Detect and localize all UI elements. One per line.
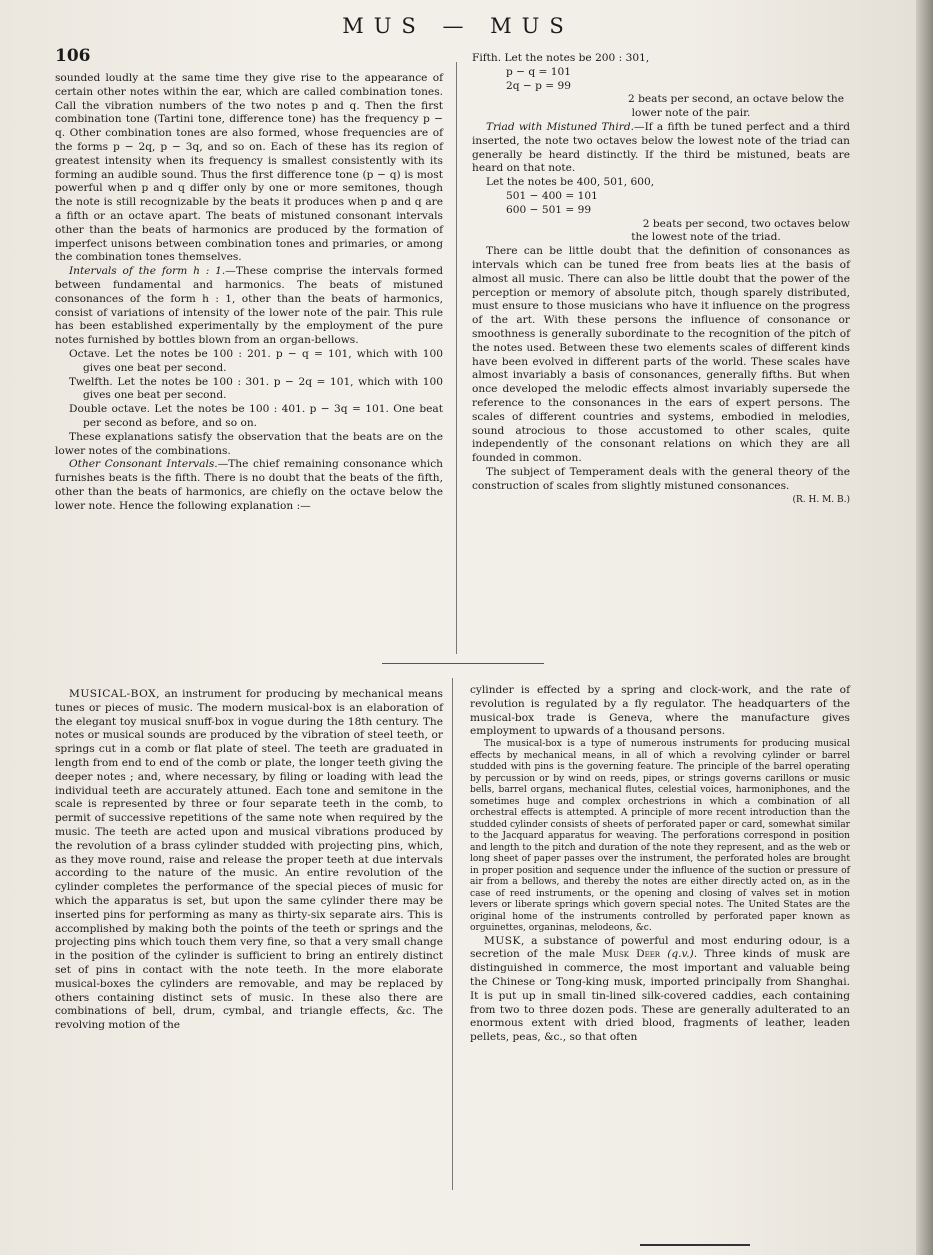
paragraph-text: —The chief remaining consonance which furnishes beats is the fifth. There is no doubt that the beats of the fifth, other than the beats of harmonics, are chiefly on the octave below the lower note. Hence the following explanation :— [55, 458, 443, 512]
paragraph-text: an instrument for producing by mechanical means tunes or pieces of music. The modern musical-box is an elaboration of the elegant toy musical snuff-box in vogue during the 18th century. The notes or musical sounds are produced by the vibration of steel teeth, or springs cut in a comb or flat plate of steel. The teeth are graduated in length from end to end of the comb or plate, the longer teeth giving the deeper notes ; and, where necessary, by filing or loading with lead the individual teeth are accurately attuned. Each tone and semitone in the scale is represented by three or four separate teeth in the comb, to permit of successive repetitions of the same note when required by the music. The teeth are acted upon and musical vibrations produced by the revolution of a brass cylinder studded with projecting pins, which, as they move round, raise and release the proper teeth at due intervals according to the nature of the music. An entire revolution of the cylinder completes the performance of the special pieces of music for which the apparatus is set, but upon the same cylinder there may be inserted pins for performing as many as thirty-six separate airs. This is accomplished by making both the points of the teeth or springs and the projecting pins which touch them very fine, so that a very small change in the position of the cylinder is sufficient to bring an entirely distinct set of pins in contact with the note teeth. In the more elaborate musical-boxes the cylinders are removable, and may be replaced by others containing distinct sets of music. In these also there are combinations of bell, drum, cymbal, and triangle effects, &c. The revolving motion of the [55, 688, 443, 1032]
paragraph [55, 458, 443, 513]
equation: 2q − p = 99 [506, 79, 572, 92]
fifth-intro: Fifth. Let the notes be 200 : 301, [472, 52, 650, 64]
bottom-rule [640, 1244, 750, 1246]
subheading: Intervals of the form h : 1. [69, 265, 226, 278]
example-double-octave: Double octave. Let the notes be 100 : 401. p − 3q = 101. One beat per second as before, and so on. [69, 403, 443, 429]
entry-headword: MUSICAL-BOX, [69, 688, 160, 700]
paragraph-text: a substance of powerful and most enduring odour, is a secretion of the male [470, 934, 850, 961]
cross-reference: Musk Deer [602, 948, 661, 961]
upper-right-column [472, 52, 850, 507]
result-line: 2 beats per second, an octave below the [628, 93, 844, 106]
paragraph: sounded loudly at the same time they give rise to the appearance of certain other notes within the ear, which are called combination tones. Call the vibration numbers of the two notes p and q. Then the first combination tone (Tartini tone, difference tone) has the frequency p − q. Other combination tones are also formed, whose frequencies are of the forms p − 2q, p − 3q, and so on. Each of these has its region of greatest intensity when its frequency is smallest consistently with its forming an audible sound. Thus the first difference tone (p − q) is most powerful when p and q differ only by one or more semitones, though the note is still recognizable by the beats it produces when p and q are a fifth or an octave apart. The beats of mistuned consonant intervals other than the beats of harmonics are produced by the formation of imperfect unisons between combination tones and primaries, or among the combination tones themselves. [55, 72, 443, 264]
running-head: MUS — MUS [342, 14, 574, 38]
result-line: the lowest note of the triad. [631, 231, 781, 244]
paragraph [55, 265, 443, 348]
subheading: Other Consonant Intervals. [69, 458, 218, 471]
page-edge-shadow [916, 0, 933, 1255]
paragraph-text: —These comprise the intervals formed between fundamental and harmonics. The beats of mistuned consonances of the form h : 1, other than the beats of harmonics, consist of variations of intensity of the lower note of the pair. This rule has been established experimentally by the employment of the pure notes furnished by bottles blown from an organ-bellows. [55, 265, 443, 347]
lower-left-column [55, 688, 443, 1033]
example-octave: Octave. Let the notes be 100 : 201. p − q = 101, which with 100 gives one beat per second. [69, 347, 443, 374]
equation: p − q = 101 [506, 65, 572, 78]
paragraph-text: Three kinds of musk are distinguished in commerce, the most important and valuable being the Chinese or Tong-king musk, imported principally from Shanghai. It is put up in small tin-lined silk-covered caddies, each containing from two to three dozen pods. These are generally adulterated to an enormous extent with dried blood, fragments of leather, leaden pellets, peas, &c., so that often [470, 948, 850, 1044]
lower-right-column [470, 684, 850, 1045]
entry-headword: MUSK, [484, 934, 525, 947]
result-line: 2 beats per second, two octaves below [642, 217, 850, 230]
paragraph [470, 935, 850, 1045]
paragraph: cylinder is effected by a spring and clock-work, and the rate of revolution is regulated by a fly regulator. The headquarters of the musical-box trade is Geneva, where the manufacture gives employment to upwards of a thousand persons. [470, 684, 850, 738]
section-divider [382, 663, 544, 664]
paragraph [472, 121, 850, 176]
cross-reference-tail: (q.v.). [667, 948, 698, 961]
paragraph [55, 688, 443, 1033]
subheading: Triad with Mistuned Third. [486, 120, 634, 133]
paragraph: There can be little doubt that the definition of consonances as intervals which can be tuned free from beats lies at the basis of almost all music. There can also be little doubt that the power of the perception or memory of absolute pitch, though sparely distributed, must ensure to those musicians who have it influence on the progress of the art. With these persons the influence of consonance or smoothness is generally subordinate to the recognition of the pitch of the notes used. Between these two elements scales of different kinds have been evolved in different parts of the world. These scales have almost invariably a basis of consonances, generally fifths. But when once developed the melodic effects almost invariably supersede the reference to the consonances in the ears of expert persons. The scales of different countries and systems, embodied in melodies, sound atrocious to those accustomed to other scales, quite independently of the consonant relations on which they are all founded in common. [472, 245, 850, 465]
column-divider [452, 678, 453, 1190]
author-signature: (R. H. M. B.) [792, 494, 850, 505]
equation: 600 − 501 = 99 [506, 203, 592, 216]
equation: 501 − 400 = 101 [506, 189, 598, 202]
paragraph-text: The subject of Temperament deals with the general theory of the construction of scales from slightly mistuned consonances. [472, 465, 850, 492]
paragraph: These explanations satisfy the observation that the beats are on the lower notes of the combinations. [55, 430, 443, 457]
small-print-paragraph: The musical-box is a type of numerous instruments for producing musical effects by mechanical means, in all of which a revolving cylinder or barrel studded with pins is the governing feature. The principle of the barrel operating by percussion or by wind on reeds, pipes, or strings governs carillons or music bells, barrel organs, mechanical flutes, celestial voices, harmoniphones, and the sometimes huge and complex orchestrions in which a combination of all orchestral effects is attempted. A principle of more recent introduction than the studded cylinder consists of sheets of perforated paper or card, somewhat similar to the Jacquard apparatus for weaving. The perforations correspond in position and length to the pitch and duration of the note they represent, and as the web or long sheet of paper passes over the instrument, the perforated holes are brought in proper position and sequence under the influence of the suction or pressure of air from a bellows, and thereby the notes are either directly acted on, as in the case of reed instruments, or the opening and closing of valves set in motion levers or liberate springs which govern special notes. The United States are the original home of the instruments controlled by perforated paper known as orguinettes, organinas, melodeons, &c. [470, 739, 850, 934]
column-divider [456, 62, 457, 654]
paragraph-text: —If a fifth be tuned perfect and a third inserted, the note two octaves below the lowest note of the triad can generally be heard distinctly. If the third be mistuned, beats are heard on that note. [472, 120, 850, 175]
triad-notes: Let the notes be 400, 501, 600, [486, 176, 655, 189]
result-line: lower note of the pair. [631, 107, 751, 120]
paragraph [472, 465, 850, 505]
upper-left-column [55, 72, 443, 514]
page-number: 106 [55, 46, 91, 66]
example-twelfth: Twelfth. Let the notes be 100 : 301. p − 2q = 101, which with 100 gives one beat per second. [69, 375, 443, 402]
